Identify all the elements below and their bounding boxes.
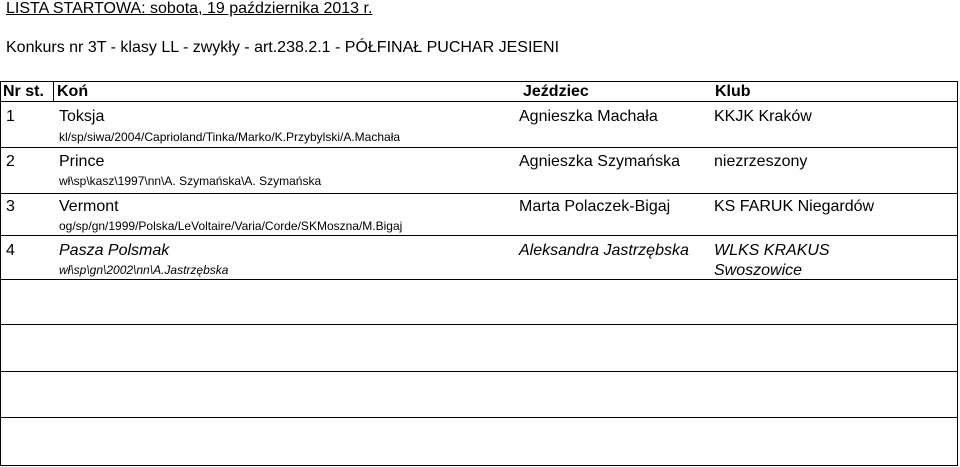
club-name: KKJK Kraków xyxy=(714,108,812,125)
table-row xyxy=(1,236,957,280)
header-club: Klub xyxy=(715,83,751,100)
header-horse: Koń xyxy=(57,83,89,100)
horse-name: Pasza Polsmak xyxy=(59,242,170,259)
rider-name: Agnieszka Szymańska xyxy=(519,153,680,170)
horse-name: Vermont xyxy=(59,198,119,215)
start-number: 1 xyxy=(6,108,15,125)
rider-name: Agnieszka Machała xyxy=(519,108,658,125)
horse-pedigree: kl/sp/siwa/2004/Caprioland/Tinka/Marko/K.Przybylski/A.Machała xyxy=(59,130,401,144)
start-number: 2 xyxy=(6,153,15,170)
table-row xyxy=(1,102,957,148)
horse-pedigree: wł\sp\gn\2002\nn\A.Jastrzębska xyxy=(59,263,229,277)
club-name-line2: Swoszowice xyxy=(714,262,803,279)
empty-row xyxy=(1,372,957,418)
horse-name: Toksja xyxy=(59,108,105,125)
start-number: 3 xyxy=(6,198,15,215)
table-row xyxy=(1,148,957,194)
table-header-row xyxy=(1,82,957,102)
header-nr: Nr st. xyxy=(3,83,44,100)
rider-name: Aleksandra Jastrzębska xyxy=(519,242,689,259)
header-rider: Jeździec xyxy=(523,83,589,100)
table-row xyxy=(1,194,957,236)
page-title: LISTA STARTOWA: sobota, 19 października 2013 r. xyxy=(6,0,373,17)
start-number: 4 xyxy=(6,242,15,259)
horse-pedigree: og/sp/gn/1999/Polska/LeVoltaire/Varia/Corde/SKMoszna/M.Bigaj xyxy=(59,219,403,233)
rider-name: Marta Polaczek-Bigaj xyxy=(519,198,671,215)
horse-pedigree: wł\sp\kasz\1997\nn\A. Szymańska\A. Szymańska xyxy=(59,174,322,188)
start-list-table xyxy=(0,81,958,466)
empty-row xyxy=(1,280,957,325)
club-name: KS FARUK Niegardów xyxy=(714,198,875,215)
horse-name: Prince xyxy=(59,153,105,170)
competition-subtitle: Konkurs nr 3T - klasy LL - zwykły - art.238.2.1 - PÓŁFINAŁ PUCHAR JESIENI xyxy=(6,39,560,56)
club-name: niezrzeszony xyxy=(714,153,808,170)
empty-row xyxy=(1,325,957,372)
club-name: WLKS KRAKUS xyxy=(714,242,830,259)
column-divider xyxy=(53,82,54,101)
